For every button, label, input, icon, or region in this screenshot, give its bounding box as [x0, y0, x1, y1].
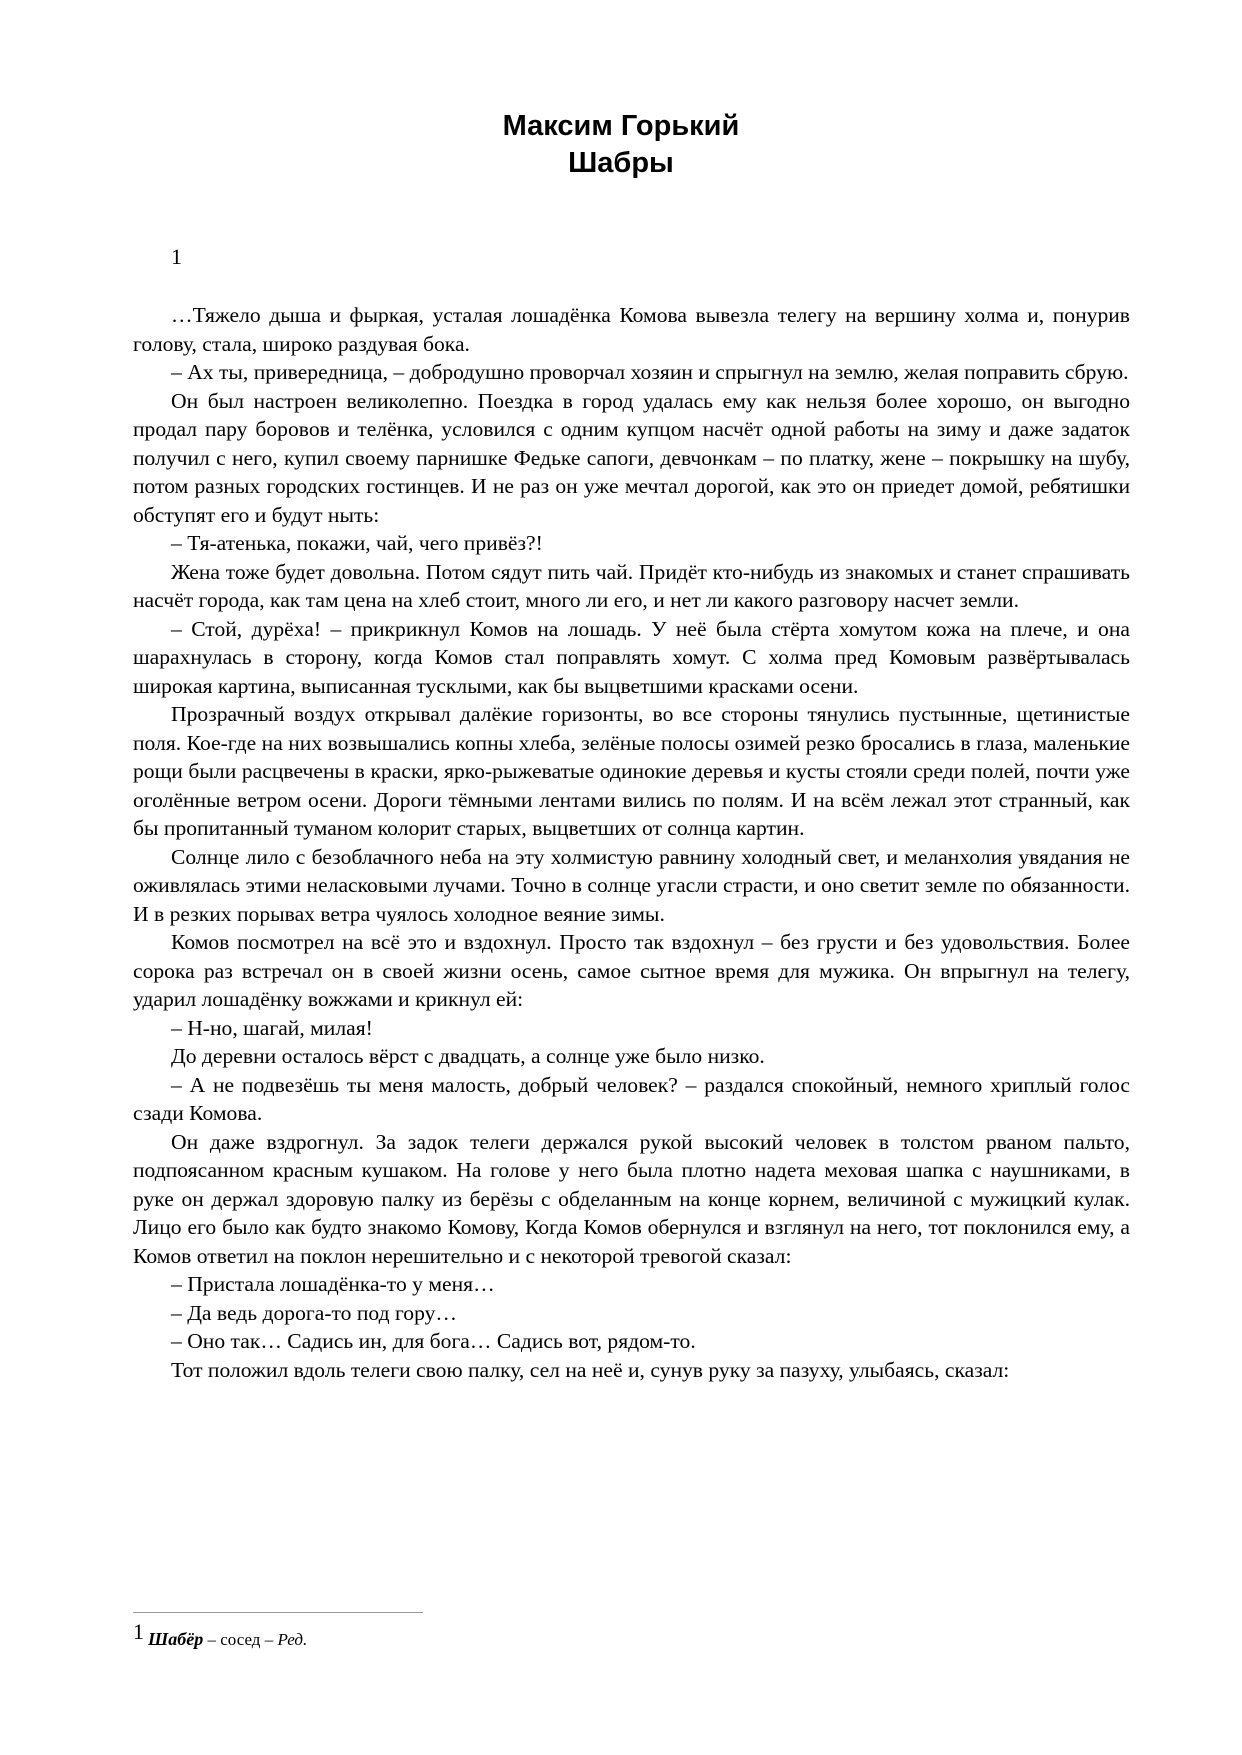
- paragraph: Солнце лило с безоблачного неба на эту холмистую равнину холодный свет, и меланхолия увядания не оживлялась этими неласковыми лучами. Точно в солнце угасли страсти, и оно светит земле по обязанности. И в резких порывах ветра чуялось холодное веяние зимы.: [133, 844, 1130, 926]
- paragraph: – Да ведь дорога-то под гору…: [171, 1300, 458, 1325]
- section-number: 1: [171, 244, 182, 269]
- paragraph: – Оно так… Садись ин, для бога… Садись вот, рядом-то.: [171, 1329, 696, 1353]
- paragraph: – Н-но, шагай, милая!: [171, 1015, 373, 1040]
- work-title: Шабры: [568, 147, 674, 179]
- footnote-dash: –: [203, 1630, 221, 1649]
- paragraph: – Ах ты, привередница, – добродушно проворчал хозяин и спрыгнул на землю, желая поправить сбрую.: [171, 360, 1129, 384]
- footnote-number: 1: [133, 1619, 144, 1644]
- document-header: [0, 108, 1242, 182]
- footnote-dash: –: [260, 1630, 278, 1649]
- paragraph: – Стой, дурёха! – прикрикнул Комов на лошадь. У неё была стёрта хомутом кожа на плече, и она шарахнулась в сторону, когда Комов стал поправлять хомут. С холма пред Комовым развёртывалась широкая картина, выписанная тусклыми, как бы выцветшими красками осени.: [133, 616, 1130, 698]
- footnote-separator: [133, 1612, 423, 1613]
- footnote-definition: сосед: [220, 1630, 261, 1649]
- paragraph: …Тяжело дыша и фыркая, усталая лошадёнка Комова вывезла телегу на вершину холма и, понурив голову, стала, широко раздувая бока.: [133, 303, 1130, 356]
- paragraph: Жена тоже будет довольна. Потом сядут пить чай. Придёт кто-нибудь из знакомых и станет спрашивать насчёт города, как там цена на хлеб стоит, много ли его, и нет ли какого разговору насчет земли.: [133, 559, 1130, 612]
- paragraph: – Тя-атенька, покажи, чай, чего привёз?!: [171, 531, 543, 555]
- paragraph: – Пристала лошадёнка-то у меня…: [171, 1272, 495, 1296]
- paragraph: До деревни осталось вёрст с двадцать, а солнце уже было низко.: [171, 1044, 765, 1068]
- paragraph: – А не подвезёшь ты меня малость, добрый человек? – раздался спокойный, немного хриплый голос сзади Комова.: [133, 1072, 1130, 1125]
- paragraph: Комов посмотрел на всё это и вздохнул. Просто так вздохнул – без грусти и без удовольствия. Более сорока раз встречал он в своей жизни осень, самое сытное время для мужика. Он впрыгнул на телегу, ударил лошадёнку вожжами и крикнул ей:: [133, 930, 1130, 1011]
- footnote-term: Шабёр: [148, 1629, 204, 1649]
- footnote: [133, 1620, 307, 1652]
- paragraph: Прозрачный воздух открывал далёкие горизонты, во все стороны тянулись пустынные, щетинистые поля. Кое-где на них возвышались копны хлеба, зелёные полосы озимей резко бросались в глаза, маленькие рощи были расцвечены в краски, ярко-рыжеватые одинокие деревья и кусты стояли среди полей, почти уже оголённые ветром осени. Дороги тёмными лентами вились по полям. И на всём лежал этот странный, как бы пропитанный туманом колорит старых, выцветших от солнца картин.: [133, 702, 1130, 840]
- paragraph: Он был настроен великолепно. Поездка в город удалась ему как нельзя более хорошо, он выгодно продал пару боровов и телёнка, условился с одним купцом насчёт одной работы на зиму и даже задаток получил с него, купил своему парнишке Федьке сапоги, девчонкам – по платку, жене – покрышку на шубу, потом разных городских гостинцев. И не раз он уже мечтал дорогой, как это он приедет домой, ребятишки обступят его и будут ныть:: [133, 388, 1130, 527]
- paragraph: Тот положил вдоль телеги свою палку, сел на неё и, сунув руку за пазуху, улыбаясь, сказал:: [171, 1357, 1010, 1382]
- footnote-editor-mark: Ред.: [277, 1630, 308, 1649]
- body-text: [133, 301, 1130, 1384]
- paragraph: Он даже вздрогнул. За задок телеги держался рукой высокий человек в толстом рваном пальто, подпоясанном красным кушаком. На голове у него была плотно надета меховая шапка с наушниками, в руке он держал здоровую палку из берёзы с обделанным на конце корнем, величиной с мужицкий кулак. Лицо его было как будто знакомо Комову, Когда Комов обернулся и взглянул на него, тот поклонился ему, а Комов ответил на поклон нерешительно и с некоторой тревогой сказал:: [133, 1129, 1130, 1268]
- author-name: Максим Горький: [502, 110, 740, 142]
